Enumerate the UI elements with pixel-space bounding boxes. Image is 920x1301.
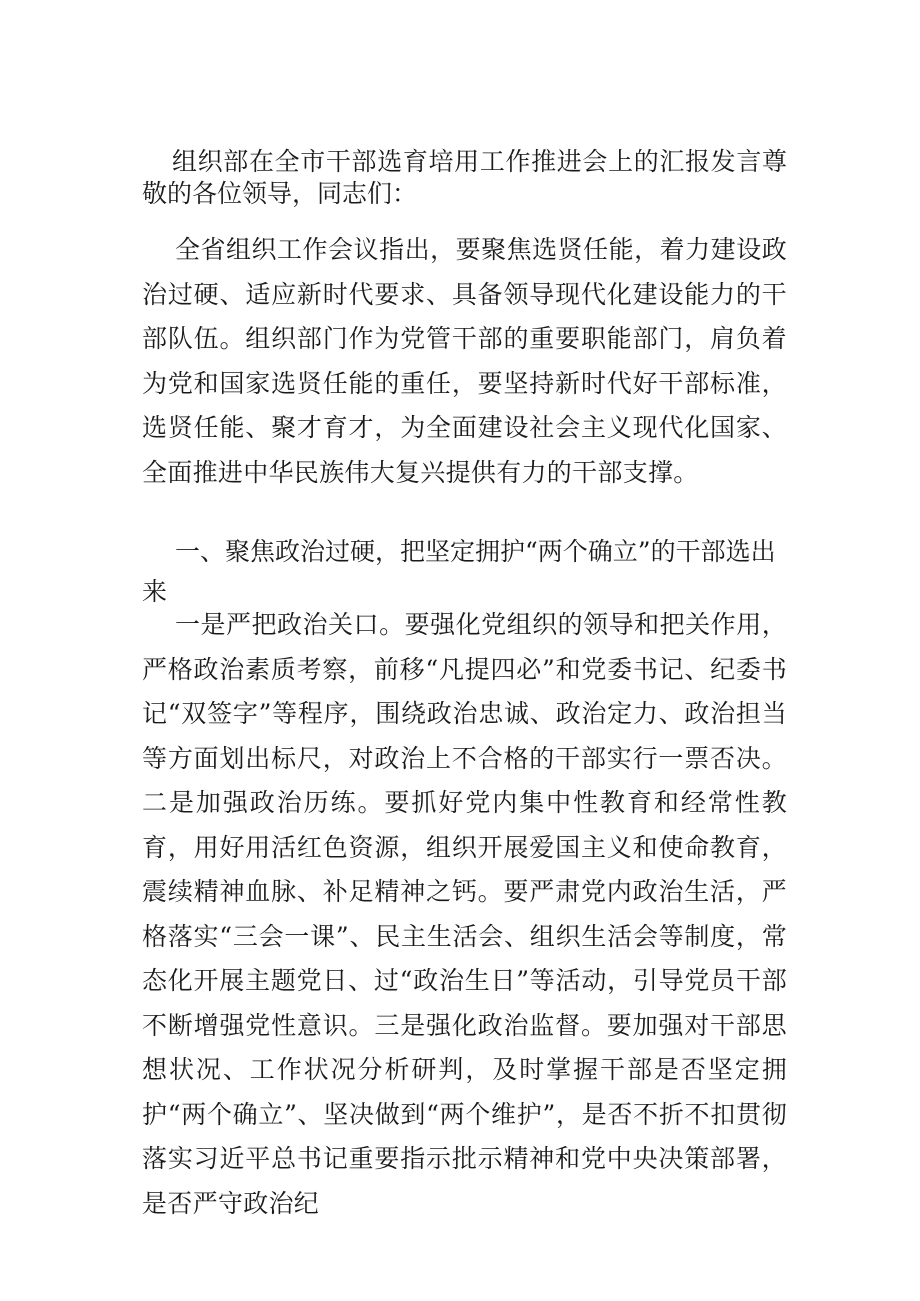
- section-paragraph: 一是严把政治关口。要强化党组织的领导和把关作用，严格政治素质考察，前移“凡提四必”和党委书记、纪委书记“双签字”等程序，围绕政治忠诚、政治定力、政治担当等方面划出标尺，对政治上不合格的干部实行一票否决。二是加强政治历练。要抓好党内集中性教育和经常性教育，用好用活红色资源，组织开展爱国主义和使命教育，震续精神血脉、补足精神之钙。要严肃党内政治生活，严格落实“三会一课”、民主生活会、组织生活会等制度，常态化开展主题党日、过“政治生日”等活动，引导党员干部不断增强党性意识。三是强化政治监督。要加强对干部思想状况、工作状况分析研判，及时掌握干部是否坚定拥护“两个确立”、坚决做到“两个维护”，是否不折不扣贯彻落实习近平总书记重要指示批示精神和党中央决策部署，是否严守政治纪: [142, 610, 787, 1218]
- intro-paragraph: 全省组织工作会议指出，要聚焦选贤任能，着力建设政治过硬、适应新时代要求、具备领导现代化建设能力的干部队伍。组织部门作为党管干部的重要职能部门，肩负着为党和国家选贤任能的重任，要坚持新时代好干部标准，选贤任能、聚才育才，为全面建设社会主义现代化国家、全面推进中华民族伟大复兴提供有力的干部支撑。: [142, 235, 787, 487]
- document-title: 组织部在全市干部选育培用工作推进会上的汇报发言尊敬的各位领导，同志们：: [142, 147, 787, 208]
- section-heading: 一、聚焦政治过硬，把坚定拥护“两个确立”的干部选出来: [142, 537, 776, 606]
